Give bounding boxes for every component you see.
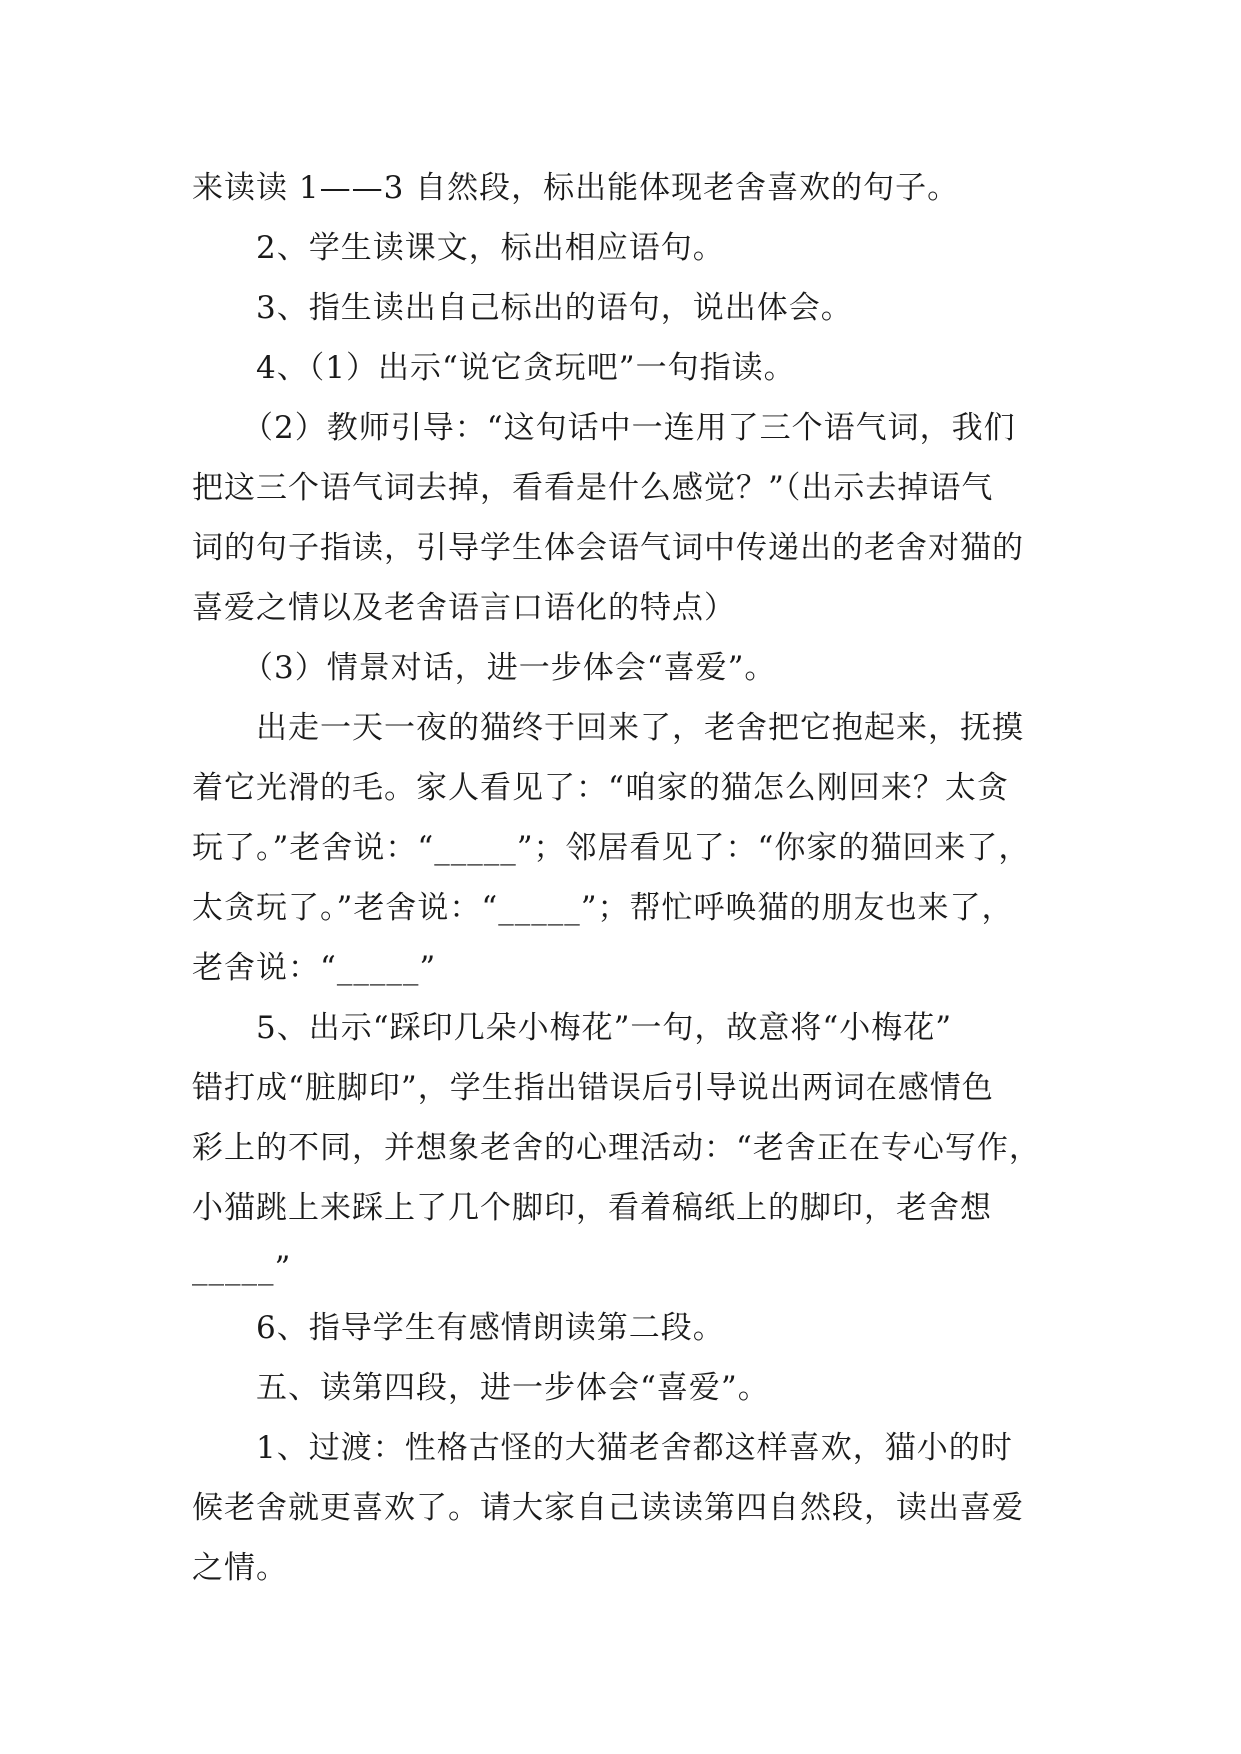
text-line: _____” — [192, 1250, 292, 1286]
text-line: 彩上的不同，并想象老舍的心理活动：“老舍正在专心写作， — [192, 1130, 1041, 1166]
text-line: 太贪玩了。”老舍说：“_____”；帮忙呼唤猫的朋友也来了， — [192, 890, 1014, 926]
text-line: 词的句子指读，引导学生体会语气词中传递出的老舍对猫的 — [192, 530, 1024, 566]
text-line: 1、过渡：性格古怪的大猫老舍都这样喜欢，猫小的时 — [256, 1430, 1013, 1466]
text-line: 来读读 1——3 自然段，标出能体现老舍喜欢的句子。 — [192, 170, 960, 206]
text-line: 把这三个语气词去掉，看看是什么感觉？”（出示去掉语气 — [192, 470, 994, 506]
text-line: 4、（1）出示“说它贪玩吧”一句指读。 — [256, 350, 796, 386]
text-line: 6、指导学生有感情朗读第二段。 — [256, 1310, 725, 1346]
text-line: （2）教师引导：“这句话中一连用了三个语气词，我们 — [242, 410, 1016, 446]
text-line: 五、读第四段，进一步体会“喜爱”。 — [256, 1370, 770, 1406]
text-line: （3）情景对话，进一步体会“喜爱”。 — [242, 650, 777, 686]
text-line: 出走一天一夜的猫终于回来了，老舍把它抱起来，抚摸 — [256, 710, 1024, 746]
text-line: 5、出示“踩印几朵小梅花”一句，故意将“小梅花” — [256, 1010, 953, 1046]
text-line: 3、指生读出自己标出的语句，说出体会。 — [256, 290, 853, 326]
text-line: 候老舍就更喜欢了。请大家自己读读第四自然段，读出喜爱 — [192, 1490, 1024, 1526]
text-line: 2、学生读课文，标出相应语句。 — [256, 230, 725, 266]
text-line: 小猫跳上来踩上了几个脚印，看着稿纸上的脚印，老舍想 — [192, 1190, 992, 1226]
text-line: 着它光滑的毛。家人看见了：“咱家的猫怎么刚回来？太贪 — [192, 770, 1009, 806]
text-line: 错打成“脏脚印”，学生指出错误后引导说出两词在感情色 — [192, 1070, 994, 1106]
body-text — [192, 158, 1062, 1598]
text-line: 之情。 — [192, 1550, 288, 1586]
text-line: 喜爱之情以及老舍语言口语化的特点） — [192, 590, 736, 626]
text-line: 玩了。”老舍说：“_____”；邻居看见了：“你家的猫回来了， — [192, 830, 1031, 866]
text-line: 老舍说：“_____” — [192, 950, 437, 986]
